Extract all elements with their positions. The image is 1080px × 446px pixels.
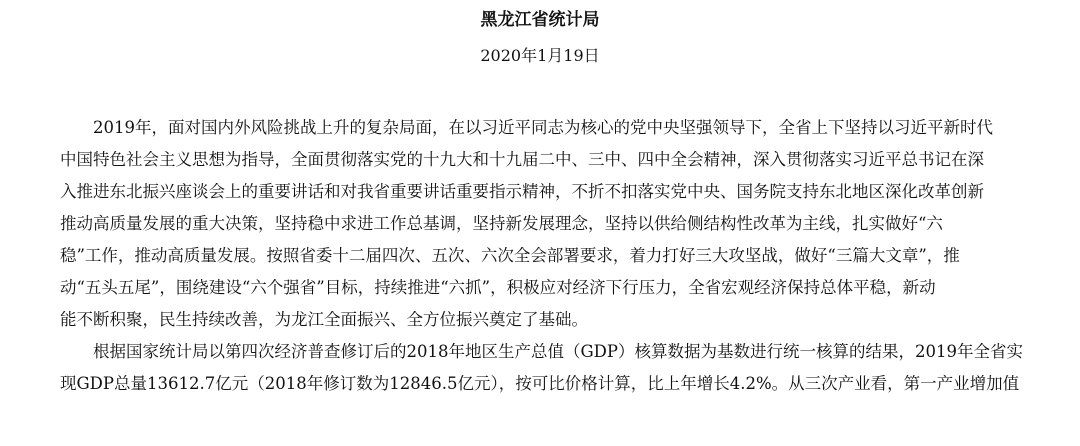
document-title: 黑龙江省统计局 bbox=[480, 10, 600, 30]
paragraph-1-line-1: 2019年，面对国内外风险挑战上升的复杂局面，在以习近平同志为核心的党中央坚强领导下，全省上下坚持以习近平新时代 bbox=[60, 118, 993, 137]
paragraph-1-line-5: 稳”工作，推动高质量发展。按照省委十二届四次、五次、六次全会部署要求，着力打好三大攻坚战，做好“三篇大文章”，推 bbox=[60, 246, 960, 265]
document-date: 2020年1月19日 bbox=[480, 46, 600, 65]
paragraph-1-line-6: 动“五头五尾”，围绕建设“六个强省”目标，持续推进“六抓”，积极应对经济下行压力，全省宏观经济保持总体平稳，新动 bbox=[60, 278, 936, 297]
paragraph-2-line-2: 现GDP总量13612.7亿元（2018年修订数为12846.5亿元），按可比价格计算，比上年增长4.2%。从三次产业看，第一产业增加值 bbox=[60, 374, 1020, 393]
paragraph-1-line-4: 推动高质量发展的重大决策，坚持稳中求进工作总基调，坚持新发展理念，坚持以供给侧结构性改革为主线，扎实做好“六 bbox=[60, 214, 943, 233]
paragraph-2-line-1: 根据国家统计局以第四次经济普查修订后的2018年地区生产总值（GDP）核算数据为基数进行统一核算的结果，2019年全省实 bbox=[60, 342, 1023, 361]
paragraph-1-line-2: 中国特色社会主义思想为指导，全面贯彻落实党的十九大和十九届二中、三中、四中全会精神，深入贯彻落实习近平总书记在深 bbox=[60, 150, 984, 169]
paragraph-1-line-7: 能不断积聚，民生持续改善，为龙江全面振兴、全方位振兴奠定了基础。 bbox=[60, 310, 588, 329]
paragraph-1-line-3: 入推进东北振兴座谈会上的重要讲话和对我省重要讲话重要指示精神，不折不扣落实党中央、国务院支持东北地区深化改革创新 bbox=[60, 182, 984, 201]
